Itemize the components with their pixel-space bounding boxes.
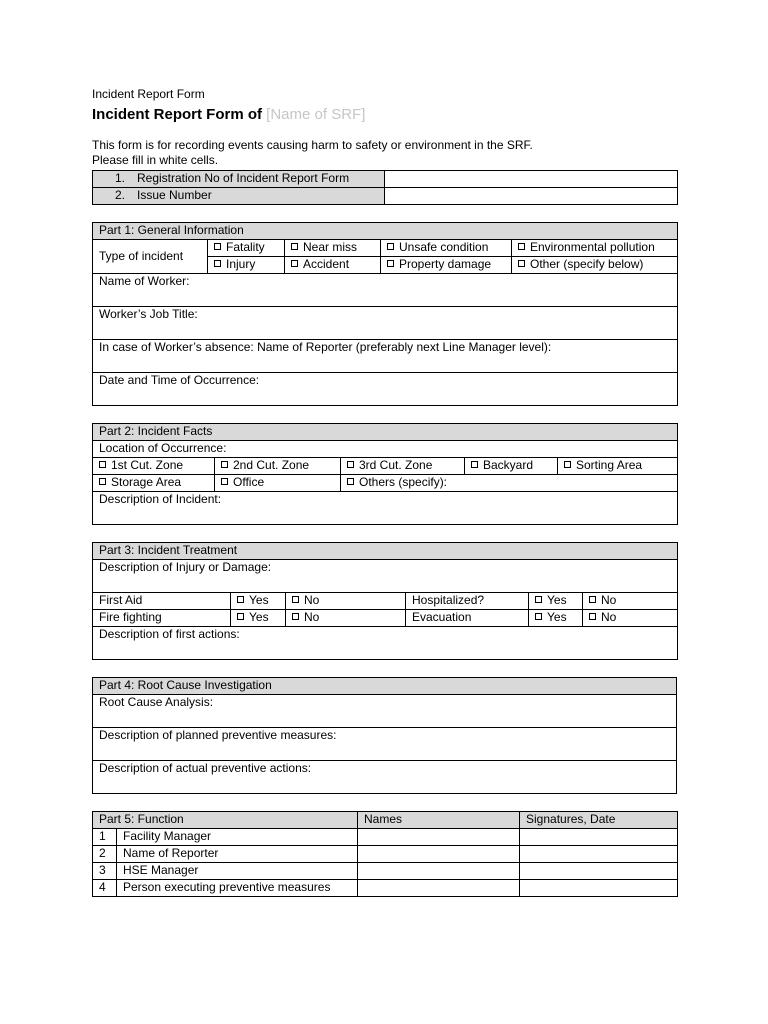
location-office[interactable] (215, 475, 341, 492)
location-sorting-area[interactable] (558, 458, 678, 475)
first-aid-label: First Aid (93, 593, 231, 610)
row-number: 1 (93, 829, 117, 846)
option-label: Environmental pollution (530, 240, 655, 254)
location-label-text: Others (specify): (359, 475, 448, 489)
row-number: 4 (93, 880, 117, 897)
function-label: Name of Reporter (117, 846, 358, 863)
job-title-field[interactable]: Worker’s Job Title: (93, 307, 678, 340)
option-environmental-pollution[interactable] (512, 240, 678, 257)
checkbox-icon[interactable] (291, 260, 298, 267)
name-field[interactable] (358, 829, 520, 846)
function-label: Person executing preventive measures (117, 880, 358, 897)
checkbox-icon[interactable] (471, 461, 478, 468)
location-label-text: Storage Area (111, 475, 182, 489)
checkbox-icon[interactable] (387, 260, 394, 267)
location-label-text: Backyard (483, 458, 534, 472)
checkbox-icon[interactable] (347, 478, 354, 485)
incident-report-page (92, 86, 677, 897)
checkbox-icon[interactable] (589, 596, 596, 603)
checkbox-icon[interactable] (214, 260, 221, 267)
checkbox-icon[interactable] (387, 243, 394, 250)
checkbox-icon[interactable] (237, 613, 244, 620)
issue-number: 2. (114, 188, 125, 202)
option-label: Fatality (226, 240, 265, 254)
option-label: Accident (303, 257, 350, 271)
type-of-incident-label: Type of incident (93, 240, 208, 274)
location-label-text: Office (233, 475, 265, 489)
location-3rd-cut-zone[interactable] (341, 458, 465, 475)
checkbox-icon[interactable] (535, 613, 542, 620)
table-row (93, 829, 678, 846)
no-label: No (601, 610, 617, 624)
names-header: Names (358, 812, 520, 829)
option-accident[interactable] (285, 257, 381, 274)
srf-name-placeholder[interactable]: [Name of SRF] (266, 106, 366, 123)
registration-label: Registration No of Incident Report Form (137, 171, 350, 185)
checkbox-icon[interactable] (589, 613, 596, 620)
table-row (93, 863, 678, 880)
checkbox-icon[interactable] (518, 243, 525, 250)
option-label: Unsafe condition (399, 240, 489, 254)
option-label: Property damage (399, 257, 492, 271)
document-title (92, 104, 677, 126)
issue-row (93, 188, 678, 205)
name-of-worker-field[interactable]: Name of Worker: (93, 274, 678, 307)
fire-fighting-yes[interactable] (231, 610, 286, 627)
location-2nd-cut-zone[interactable] (215, 458, 341, 475)
part5-title: Part 5: Function (93, 812, 358, 829)
part3-title: Part 3: Incident Treatment (93, 543, 678, 560)
row-number: 2 (93, 846, 117, 863)
part2-table (92, 423, 678, 525)
location-label: Location of Occurrence: (93, 441, 678, 458)
function-label: HSE Manager (117, 863, 358, 880)
checkbox-icon[interactable] (564, 461, 571, 468)
document-small-title: Incident Report Form (92, 87, 205, 101)
registration-no-field[interactable] (385, 171, 678, 188)
option-injury[interactable] (208, 257, 285, 274)
hospitalized-yes[interactable] (529, 593, 583, 610)
first-aid-no[interactable] (286, 593, 406, 610)
evacuation-no[interactable] (583, 610, 678, 627)
checkbox-icon[interactable] (518, 260, 525, 267)
table-row (93, 880, 678, 897)
part2-title: Part 2: Incident Facts (93, 424, 678, 441)
yes-label: Yes (249, 610, 269, 624)
signature-field[interactable] (520, 863, 678, 880)
checkbox-icon[interactable] (221, 478, 228, 485)
root-cause-field[interactable]: Root Cause Analysis: (93, 695, 677, 728)
function-label: Facility Manager (117, 829, 358, 846)
part1-title: Part 1: General Information (93, 223, 678, 240)
issue-label-cell (93, 188, 385, 205)
issue-label: Issue Number (137, 188, 212, 202)
registration-label-cell (93, 171, 385, 188)
checkbox-icon[interactable] (347, 461, 354, 468)
injury-description-field[interactable]: Description of Injury or Damage: (93, 560, 678, 593)
intro-line-2: Please fill in white cells. (92, 153, 219, 167)
location-label-text: 2nd Cut. Zone (233, 458, 310, 472)
part4-table (92, 677, 677, 794)
registration-row (93, 171, 678, 188)
incident-description-field[interactable]: Description of Incident: (93, 492, 678, 525)
option-other[interactable] (512, 257, 678, 274)
signature-field[interactable] (520, 846, 678, 863)
checkbox-icon[interactable] (221, 461, 228, 468)
date-time-field[interactable]: Date and Time of Occurrence: (93, 373, 678, 406)
no-label: No (304, 610, 320, 624)
option-unsafe-condition[interactable] (381, 240, 512, 257)
yes-label: Yes (547, 610, 567, 624)
location-label-text: Sorting Area (576, 458, 643, 472)
option-property-damage[interactable] (381, 257, 512, 274)
name-field[interactable] (358, 880, 520, 897)
signatures-header: Signatures, Date (520, 812, 678, 829)
intro-line-1: This form is for recording events causing harm to safety or environment in the SRF. (92, 138, 533, 152)
registration-table (92, 170, 678, 205)
location-storage-area[interactable] (93, 475, 215, 492)
first-aid-yes[interactable] (231, 593, 286, 610)
checkbox-icon[interactable] (99, 461, 106, 468)
location-label-text: 1st Cut. Zone (111, 458, 184, 472)
checkbox-icon[interactable] (99, 478, 106, 485)
yes-label: Yes (249, 593, 269, 607)
name-field[interactable] (358, 846, 520, 863)
location-others[interactable] (341, 475, 678, 492)
document-title-text: Incident Report Form of (92, 106, 262, 123)
actual-actions-field[interactable]: Description of actual preventive actions: (93, 761, 677, 794)
registration-number: 1. (114, 171, 125, 185)
location-label-text: 3rd Cut. Zone (359, 458, 433, 472)
intro-text (92, 138, 677, 168)
table-row (93, 846, 678, 863)
first-actions-field[interactable]: Description of first actions: (93, 627, 678, 660)
part4-title: Part 4: Root Cause Investigation (93, 678, 677, 695)
location-1st-cut-zone[interactable] (93, 458, 215, 475)
reporter-name-field[interactable]: In case of Worker’s absence: Name of Reporter (preferably next Line Manager level): (93, 340, 678, 373)
fire-fighting-label: Fire fighting (93, 610, 231, 627)
option-label: Injury (226, 257, 256, 271)
evacuation-label: Evacuation (406, 610, 529, 627)
issue-number-field[interactable] (385, 188, 678, 205)
row-number: 3 (93, 863, 117, 880)
name-field[interactable] (358, 863, 520, 880)
signature-field[interactable] (520, 829, 678, 846)
checkbox-icon[interactable] (535, 596, 542, 603)
option-fatality[interactable] (208, 240, 285, 257)
part5-table (92, 811, 678, 897)
location-backyard[interactable] (465, 458, 558, 475)
signature-field[interactable] (520, 880, 678, 897)
fire-fighting-no[interactable] (286, 610, 406, 627)
option-label: Near miss (303, 240, 358, 254)
checkbox-icon[interactable] (291, 243, 298, 250)
checkbox-icon[interactable] (292, 613, 299, 620)
part3-table (92, 542, 678, 660)
hospitalized-label: Hospitalized? (406, 593, 529, 610)
no-label: No (304, 593, 320, 607)
checkbox-icon[interactable] (292, 596, 299, 603)
option-label: Other (specify below) (530, 257, 644, 271)
planned-measures-field[interactable]: Description of planned preventive measures: (93, 728, 677, 761)
part1-table (92, 222, 678, 406)
evacuation-yes[interactable] (529, 610, 583, 627)
option-near-miss[interactable] (285, 240, 381, 257)
checkbox-icon[interactable] (214, 243, 221, 250)
checkbox-icon[interactable] (237, 596, 244, 603)
no-label: No (601, 593, 617, 607)
yes-label: Yes (547, 593, 567, 607)
hospitalized-no[interactable] (583, 593, 678, 610)
